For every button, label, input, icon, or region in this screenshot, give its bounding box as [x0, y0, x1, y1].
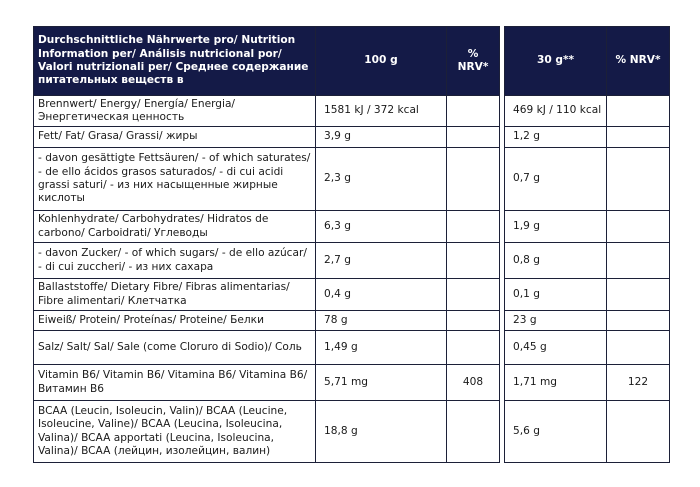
header-per-100g: 100 g — [316, 27, 447, 96]
value-100g: 18,8 g — [316, 401, 447, 463]
table-row-energy — [34, 96, 670, 127]
row-label: Vitamin B6/ Vitamin B6/ Vitamina B6/ Vitamina B6/ Витамин B6 — [34, 365, 316, 401]
row-label: Eiweiß/ Protein/ Proteínas/ Proteine/ Белки — [34, 311, 316, 331]
row-label: Ballaststoffe/ Dietary Fibre/ Fibras alimentarias/ Fibre alimentari/ Клетчатка — [34, 279, 316, 311]
value-100g: 2,7 g — [316, 243, 447, 279]
nrv-30g — [607, 243, 670, 279]
value-100g: 0,4 g — [316, 279, 447, 311]
table-header-row — [34, 27, 670, 96]
row-label: Brennwert/ Energy/ Energía/ Energia/ Энергетическая ценность — [34, 96, 316, 127]
nrv-100g — [447, 211, 500, 243]
table-row-fibre — [34, 279, 670, 311]
value-30g: 23 g — [505, 311, 607, 331]
nrv-30g — [607, 331, 670, 365]
nrv-100g — [447, 311, 500, 331]
value-30g: 0,1 g — [505, 279, 607, 311]
nrv-100g — [447, 279, 500, 311]
value-30g: 0,45 g — [505, 331, 607, 365]
value-30g: 5,6 g — [505, 401, 607, 463]
nrv-100g — [447, 401, 500, 463]
value-100g: 1581 kJ / 372 kcal — [316, 96, 447, 127]
nrv-30g — [607, 279, 670, 311]
table-row-vitamin-b6 — [34, 365, 670, 401]
nutrition-table — [33, 26, 670, 463]
value-100g: 6,3 g — [316, 211, 447, 243]
header-nrv-30g: % NRV* — [607, 27, 670, 96]
row-label: Fett/ Fat/ Grasa/ Grassi/ жиры — [34, 127, 316, 148]
table-row-carbohydrates — [34, 211, 670, 243]
value-30g: 1,2 g — [505, 127, 607, 148]
nrv-30g — [607, 211, 670, 243]
nrv-30g — [607, 401, 670, 463]
table-row-protein — [34, 311, 670, 331]
row-label: - davon Zucker/ - of which sugars/ - de ello azúcar/ - di cui zuccheri/ - из них сахара — [34, 243, 316, 279]
value-30g: 0,8 g — [505, 243, 607, 279]
value-100g: 78 g — [316, 311, 447, 331]
row-label: Kohlenhydrate/ Carbohydrates/ Hidratos de carbono/ Carboidrati/ Углеводы — [34, 211, 316, 243]
nrv-100g — [447, 243, 500, 279]
nrv-30g — [607, 148, 670, 211]
value-30g: 469 kJ / 110 kcal — [505, 96, 607, 127]
nrv-100g: 408 — [447, 365, 500, 401]
header-per-30g: 30 g** — [505, 27, 607, 96]
value-100g: 1,49 g — [316, 331, 447, 365]
value-30g: 1,9 g — [505, 211, 607, 243]
table-row-sugars — [34, 243, 670, 279]
row-label: - davon gesättigte Fettsäuren/ - of which saturates/ - de ello ácidos grasos saturados/ - di cui acidi grassi saturi/ - из них насыщенные жирные кислоты — [34, 148, 316, 211]
nrv-30g — [607, 127, 670, 148]
nrv-100g — [447, 96, 500, 127]
value-100g: 5,71 mg — [316, 365, 447, 401]
table-row-fat — [34, 127, 670, 148]
table-row-saturates — [34, 148, 670, 211]
value-100g: 3,9 g — [316, 127, 447, 148]
header-nutrient: Durchschnittliche Nährwerte pro/ Nutrition Information per/ Análisis nutricional por/ Valori nutrizionali per/ Среднее содержание питательных веществ в — [34, 27, 316, 96]
nrv-100g — [447, 331, 500, 365]
table-row-bcaa — [34, 401, 670, 463]
value-30g: 0,7 g — [505, 148, 607, 211]
value-100g: 2,3 g — [316, 148, 447, 211]
row-label: Salz/ Salt/ Sal/ Sale (come Cloruro di Sodio)/ Соль — [34, 331, 316, 365]
table-row-salt — [34, 331, 670, 365]
nrv-100g — [447, 127, 500, 148]
nrv-30g: 122 — [607, 365, 670, 401]
nrv-30g — [607, 311, 670, 331]
value-30g: 1,71 mg — [505, 365, 607, 401]
nrv-100g — [447, 148, 500, 211]
header-nrv-100g: % NRV* — [447, 27, 500, 96]
row-label: BCAA (Leucin, Isoleucin, Valin)/ BCAA (Leucine, Isoleucine, Valine)/ BCAA (Leucina, Isoleucina, Valina)/ BCAA apportati (Leucina, Isoleucina, Valina)/ BCAA (лейцин, изолейцин, валин) — [34, 401, 316, 463]
nrv-30g — [607, 96, 670, 127]
